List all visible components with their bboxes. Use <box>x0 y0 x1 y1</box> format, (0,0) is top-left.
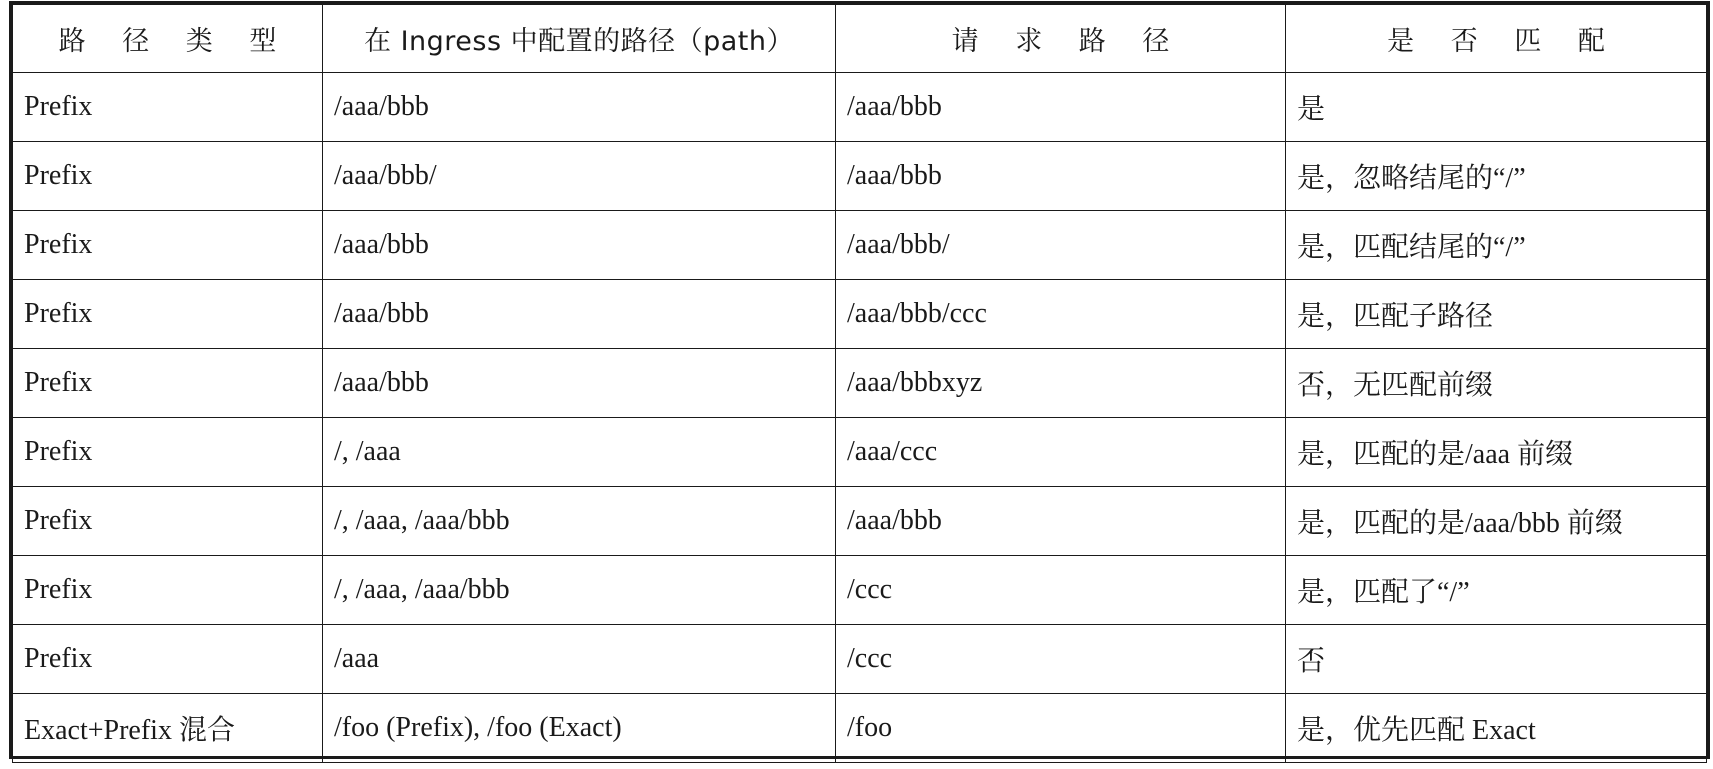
cell-match-result: 否，无匹配前缀 <box>1286 349 1707 418</box>
cell-configured-path: /foo (Prefix), /foo (Exact) <box>323 694 836 763</box>
cell-request-path: /ccc <box>836 625 1286 694</box>
cell-configured-path: /, /aaa <box>323 418 836 487</box>
cell-request-path: /aaa/bbbxyz <box>836 349 1286 418</box>
cell-request-path: /aaa/bbb <box>836 73 1286 142</box>
table-row <box>13 73 1707 142</box>
cell-match-result: 否 <box>1286 625 1707 694</box>
cell-match-result: 是，匹配的是/aaa 前缀 <box>1286 418 1707 487</box>
cell-match-result: 是，匹配的是/aaa/bbb 前缀 <box>1286 487 1707 556</box>
cell-path-type: Exact+Prefix 混合 <box>13 694 323 763</box>
cell-match-result: 是，忽略结尾的“/” <box>1286 142 1707 211</box>
table-header-row <box>13 5 1707 73</box>
table-row <box>13 280 1707 349</box>
cell-request-path: /foo <box>836 694 1286 763</box>
cell-configured-path: /, /aaa, /aaa/bbb <box>323 556 836 625</box>
header-configured-path: 在 Ingress 中配置的路径（path） <box>323 5 836 73</box>
cell-path-type: Prefix <box>13 73 323 142</box>
table-row <box>13 418 1707 487</box>
path-matching-table <box>12 4 1707 763</box>
header-match-result: 是 否 匹 配 <box>1286 5 1707 73</box>
cell-configured-path: /aaa/bbb <box>323 349 836 418</box>
table-row <box>13 694 1707 763</box>
table-row <box>13 487 1707 556</box>
cell-match-result: 是，优先匹配 Exact <box>1286 694 1707 763</box>
cell-match-result: 是，匹配结尾的“/” <box>1286 211 1707 280</box>
cell-path-type: Prefix <box>13 487 323 556</box>
header-request-path: 请 求 路 径 <box>836 5 1286 73</box>
cell-match-result: 是 <box>1286 73 1707 142</box>
cell-request-path: /ccc <box>836 556 1286 625</box>
table-row <box>13 211 1707 280</box>
cell-path-type: Prefix <box>13 418 323 487</box>
path-matching-table-frame <box>9 1 1710 759</box>
cell-path-type: Prefix <box>13 625 323 694</box>
cell-request-path: /aaa/bbb <box>836 142 1286 211</box>
cell-request-path: /aaa/bbb/ <box>836 211 1286 280</box>
cell-configured-path: /aaa/bbb <box>323 280 836 349</box>
table-row <box>13 142 1707 211</box>
cell-match-result: 是，匹配子路径 <box>1286 280 1707 349</box>
table-row <box>13 556 1707 625</box>
header-path-type: 路 径 类 型 <box>13 5 323 73</box>
cell-configured-path: /aaa/bbb <box>323 211 836 280</box>
cell-request-path: /aaa/ccc <box>836 418 1286 487</box>
cell-path-type: Prefix <box>13 556 323 625</box>
cell-path-type: Prefix <box>13 211 323 280</box>
cell-path-type: Prefix <box>13 142 323 211</box>
cell-path-type: Prefix <box>13 349 323 418</box>
cell-configured-path: /aaa/bbb <box>323 73 836 142</box>
cell-configured-path: /, /aaa, /aaa/bbb <box>323 487 836 556</box>
table-row <box>13 349 1707 418</box>
cell-configured-path: /aaa/bbb/ <box>323 142 836 211</box>
cell-request-path: /aaa/bbb <box>836 487 1286 556</box>
cell-path-type: Prefix <box>13 280 323 349</box>
cell-request-path: /aaa/bbb/ccc <box>836 280 1286 349</box>
cell-match-result: 是，匹配了“/” <box>1286 556 1707 625</box>
cell-configured-path: /aaa <box>323 625 836 694</box>
table-row <box>13 625 1707 694</box>
